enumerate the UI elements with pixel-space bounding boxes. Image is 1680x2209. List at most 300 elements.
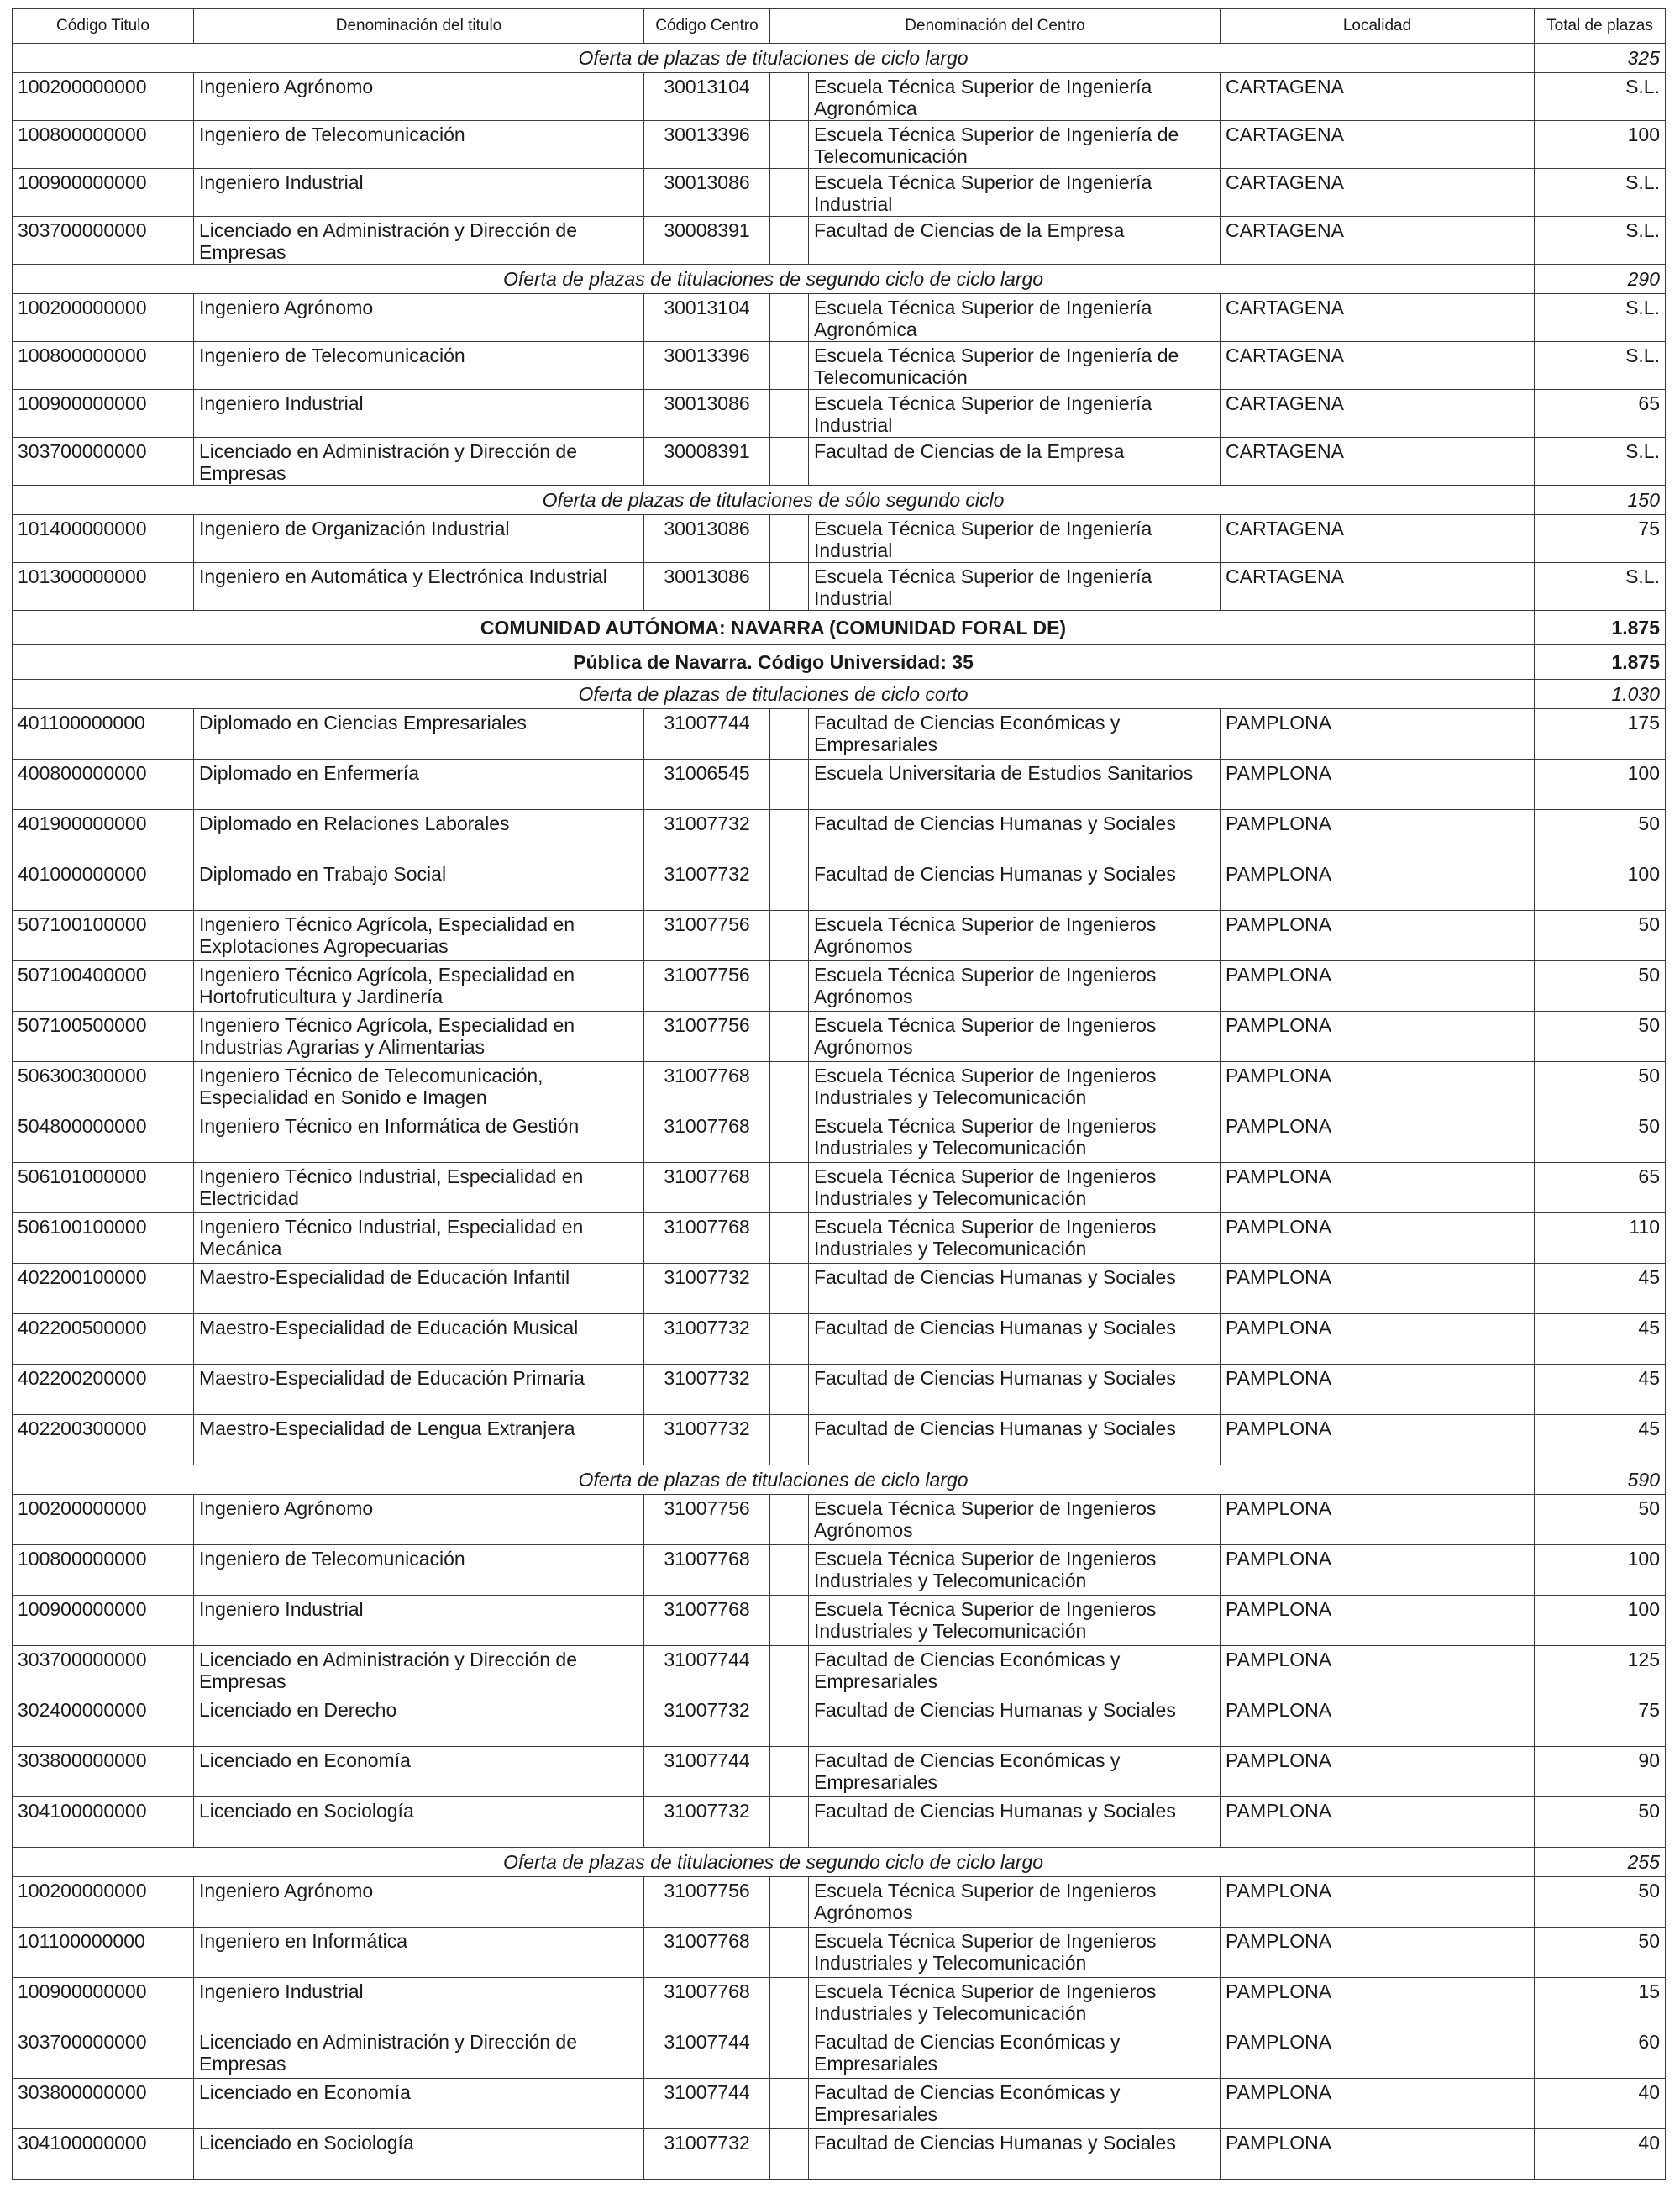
denominacion-titulo-cell: Diplomado en Enfermería: [194, 760, 644, 810]
localidad-cell: CARTAGENA: [1221, 438, 1535, 486]
group-header-row: [13, 645, 1666, 680]
codigo-titulo-cell: 303700000000: [13, 217, 194, 265]
section-label: COMUNIDAD AUTÓNOMA: NAVARRA (COMUNIDAD FORAL DE): [13, 611, 1535, 645]
empty-cell: [770, 1062, 809, 1112]
localidad-cell: CARTAGENA: [1221, 217, 1535, 265]
codigo-centro-cell: 30013104: [644, 73, 770, 121]
table-row: [13, 1314, 1666, 1365]
codigo-titulo-cell: 101100000000: [13, 1928, 194, 1978]
empty-cell: [770, 342, 809, 390]
codigo-titulo-cell: 507100100000: [13, 911, 194, 961]
col-header-denominacion-titulo: Denominación del titulo: [194, 9, 644, 44]
codigo-centro-cell: 31007768: [644, 1545, 770, 1596]
localidad-cell: PAMPLONA: [1221, 1415, 1535, 1465]
table-row: [13, 515, 1666, 563]
codigo-titulo-cell: 100900000000: [13, 390, 194, 438]
empty-cell: [770, 2028, 809, 2079]
denominacion-titulo-cell: Ingeniero Técnico Industrial, Especialidad en Electricidad: [194, 1163, 644, 1213]
total-plazas-cell: 50: [1535, 1928, 1666, 1978]
denominacion-titulo-cell: Licenciado en Economía: [194, 2079, 644, 2129]
codigo-centro-cell: 31007756: [644, 911, 770, 961]
codigo-titulo-cell: 402200300000: [13, 1415, 194, 1465]
section-total: 325: [1535, 44, 1666, 73]
codigo-titulo-cell: 402200100000: [13, 1264, 194, 1314]
empty-cell: [770, 1877, 809, 1928]
codigo-titulo-cell: 303700000000: [13, 438, 194, 486]
codigo-titulo-cell: 507100500000: [13, 1012, 194, 1062]
empty-cell: [770, 1112, 809, 1163]
table-row: [13, 2028, 1666, 2079]
denominacion-titulo-cell: Ingeniero Agrónomo: [194, 1877, 644, 1928]
localidad-cell: PAMPLONA: [1221, 1928, 1535, 1978]
section-label: Oferta de plazas de titulaciones de segundo ciclo de ciclo largo: [13, 265, 1535, 294]
table-row: [13, 1877, 1666, 1928]
denominacion-titulo-cell: Ingeniero Técnico Agrícola, Especialidad en Explotaciones Agropecuarias: [194, 911, 644, 961]
localidad-cell: PAMPLONA: [1221, 2079, 1535, 2129]
localidad-cell: CARTAGENA: [1221, 294, 1535, 342]
total-plazas-cell: 125: [1535, 1646, 1666, 1696]
denominacion-titulo-cell: Maestro-Especialidad de Educación Primaria: [194, 1365, 644, 1415]
localidad-cell: CARTAGENA: [1221, 169, 1535, 217]
table-row: [13, 1696, 1666, 1747]
empty-cell: [770, 1928, 809, 1978]
denominacion-centro-cell: Facultad de Ciencias Humanas y Sociales: [809, 2129, 1221, 2180]
total-plazas-cell: S.L.: [1535, 294, 1666, 342]
table-row: [13, 1646, 1666, 1696]
denominacion-centro-cell: Escuela Técnica Superior de Ingenieros Agrónomos: [809, 1495, 1221, 1545]
header-row: [13, 9, 1666, 44]
empty-cell: [770, 1415, 809, 1465]
table-row: [13, 342, 1666, 390]
table-row: [13, 1213, 1666, 1264]
empty-cell: [770, 1365, 809, 1415]
denominacion-centro-cell: Escuela Técnica Superior de Ingenieros Industriales y Telecomunicación: [809, 1978, 1221, 2028]
codigo-titulo-cell: 507100400000: [13, 961, 194, 1012]
denominacion-titulo-cell: Ingeniero Técnico en Informática de Gestión: [194, 1112, 644, 1163]
empty-cell: [770, 1545, 809, 1596]
codigo-titulo-cell: 504800000000: [13, 1112, 194, 1163]
table-row: [13, 1012, 1666, 1062]
codigo-centro-cell: 31007732: [644, 1696, 770, 1747]
empty-cell: [770, 860, 809, 911]
denominacion-centro-cell: Escuela Técnica Superior de Ingenieros Industriales y Telecomunicación: [809, 1062, 1221, 1112]
empty-cell: [770, 294, 809, 342]
table-row: [13, 2079, 1666, 2129]
denominacion-titulo-cell: Licenciado en Administración y Dirección de Empresas: [194, 2028, 644, 2079]
localidad-cell: PAMPLONA: [1221, 1213, 1535, 1264]
section-total: 590: [1535, 1465, 1666, 1495]
total-plazas-cell: 50: [1535, 1012, 1666, 1062]
localidad-cell: PAMPLONA: [1221, 961, 1535, 1012]
table-row: [13, 2129, 1666, 2180]
section-total: 255: [1535, 1848, 1666, 1877]
denominacion-titulo-cell: Licenciado en Administración y Dirección de Empresas: [194, 438, 644, 486]
table-row: [13, 911, 1666, 961]
total-plazas-cell: 60: [1535, 2028, 1666, 2079]
denominacion-centro-cell: Escuela Técnica Superior de Ingeniería Industrial: [809, 563, 1221, 611]
codigo-titulo-cell: 100200000000: [13, 73, 194, 121]
denominacion-titulo-cell: Diplomado en Relaciones Laborales: [194, 810, 644, 860]
total-plazas-cell: 45: [1535, 1365, 1666, 1415]
codigo-centro-cell: 31007732: [644, 810, 770, 860]
table-row: [13, 73, 1666, 121]
localidad-cell: PAMPLONA: [1221, 1696, 1535, 1747]
section-total: 1.875: [1535, 645, 1666, 680]
col-header-total-plazas: Total de plazas: [1535, 9, 1666, 44]
total-plazas-cell: 65: [1535, 390, 1666, 438]
codigo-titulo-cell: 402200200000: [13, 1365, 194, 1415]
codigo-titulo-cell: 401100000000: [13, 709, 194, 760]
total-plazas-cell: 45: [1535, 1314, 1666, 1365]
table-row: [13, 810, 1666, 860]
total-plazas-cell: 45: [1535, 1264, 1666, 1314]
total-plazas-cell: S.L.: [1535, 342, 1666, 390]
codigo-centro-cell: 31007732: [644, 2129, 770, 2180]
codigo-centro-cell: 31007756: [644, 1012, 770, 1062]
codigo-centro-cell: 31007744: [644, 1747, 770, 1797]
table-row: [13, 1495, 1666, 1545]
denominacion-centro-cell: Facultad de Ciencias Económicas y Empresariales: [809, 2079, 1221, 2129]
table-body: [13, 44, 1666, 2180]
localidad-cell: PAMPLONA: [1221, 911, 1535, 961]
denominacion-titulo-cell: Ingeniero en Automática y Electrónica Industrial: [194, 563, 644, 611]
denominacion-titulo-cell: Diplomado en Ciencias Empresariales: [194, 709, 644, 760]
codigo-centro-cell: 31007732: [644, 1415, 770, 1465]
denominacion-titulo-cell: Licenciado en Administración y Dirección de Empresas: [194, 217, 644, 265]
codigo-centro-cell: 31007768: [644, 1163, 770, 1213]
codigo-centro-cell: 31007732: [644, 1797, 770, 1848]
denominacion-centro-cell: Escuela Técnica Superior de Ingeniería Industrial: [809, 169, 1221, 217]
section-header-row: [13, 44, 1666, 73]
denominacion-centro-cell: Escuela Técnica Superior de Ingeniería Agronómica: [809, 294, 1221, 342]
localidad-cell: PAMPLONA: [1221, 1365, 1535, 1415]
section-header-row: [13, 680, 1666, 709]
denominacion-titulo-cell: Ingeniero Técnico de Telecomunicación, Especialidad en Sonido e Imagen: [194, 1062, 644, 1112]
empty-cell: [770, 1978, 809, 2028]
total-plazas-cell: 15: [1535, 1978, 1666, 2028]
table-row: [13, 217, 1666, 265]
empty-cell: [770, 1495, 809, 1545]
denominacion-centro-cell: Facultad de Ciencias Económicas y Empresariales: [809, 1747, 1221, 1797]
codigo-centro-cell: 30008391: [644, 217, 770, 265]
codigo-titulo-cell: 402200500000: [13, 1314, 194, 1365]
codigo-centro-cell: 31007744: [644, 2079, 770, 2129]
denominacion-centro-cell: Escuela Técnica Superior de Ingenieros Agrónomos: [809, 961, 1221, 1012]
localidad-cell: PAMPLONA: [1221, 1596, 1535, 1646]
denominacion-titulo-cell: Ingeniero Industrial: [194, 1596, 644, 1646]
codigo-titulo-cell: 401900000000: [13, 810, 194, 860]
codigo-centro-cell: 31007732: [644, 1365, 770, 1415]
codigo-titulo-cell: 304100000000: [13, 2129, 194, 2180]
total-plazas-cell: 100: [1535, 760, 1666, 810]
empty-cell: [770, 1012, 809, 1062]
localidad-cell: PAMPLONA: [1221, 2129, 1535, 2180]
codigo-centro-cell: 31007768: [644, 1928, 770, 1978]
denominacion-titulo-cell: Licenciado en Derecho: [194, 1696, 644, 1747]
localidad-cell: CARTAGENA: [1221, 73, 1535, 121]
codigo-centro-cell: 31007756: [644, 1495, 770, 1545]
total-plazas-cell: 50: [1535, 1797, 1666, 1848]
localidad-cell: CARTAGENA: [1221, 390, 1535, 438]
codigo-titulo-cell: 400800000000: [13, 760, 194, 810]
denominacion-centro-cell: Facultad de Ciencias Económicas y Empresariales: [809, 2028, 1221, 2079]
denominacion-centro-cell: Facultad de Ciencias Humanas y Sociales: [809, 1264, 1221, 1314]
denominacion-centro-cell: Facultad de Ciencias Económicas y Empresariales: [809, 1646, 1221, 1696]
total-plazas-cell: 75: [1535, 515, 1666, 563]
codigo-titulo-cell: 303700000000: [13, 2028, 194, 2079]
codigo-titulo-cell: 100800000000: [13, 342, 194, 390]
denominacion-titulo-cell: Diplomado en Trabajo Social: [194, 860, 644, 911]
section-label: Oferta de plazas de titulaciones de ciclo largo: [13, 1465, 1535, 1495]
denominacion-titulo-cell: Ingeniero Industrial: [194, 390, 644, 438]
total-plazas-cell: 50: [1535, 1877, 1666, 1928]
section-total: 1.030: [1535, 680, 1666, 709]
codigo-titulo-cell: 401000000000: [13, 860, 194, 911]
codigo-centro-cell: 31007744: [644, 709, 770, 760]
empty-cell: [770, 169, 809, 217]
denominacion-centro-cell: Escuela Técnica Superior de Ingenieros Industriales y Telecomunicación: [809, 1928, 1221, 1978]
localidad-cell: PAMPLONA: [1221, 1646, 1535, 1696]
codigo-titulo-cell: 100200000000: [13, 1495, 194, 1545]
total-plazas-cell: 100: [1535, 121, 1666, 169]
codigo-titulo-cell: 101300000000: [13, 563, 194, 611]
table-row: [13, 121, 1666, 169]
denominacion-centro-cell: Escuela Técnica Superior de Ingenieros Industriales y Telecomunicación: [809, 1163, 1221, 1213]
denominacion-titulo-cell: Licenciado en Economía: [194, 1747, 644, 1797]
codigo-titulo-cell: 506101000000: [13, 1163, 194, 1213]
empty-cell: [770, 1747, 809, 1797]
denominacion-centro-cell: Facultad de Ciencias Económicas y Empresariales: [809, 709, 1221, 760]
table-row: [13, 1545, 1666, 1596]
localidad-cell: PAMPLONA: [1221, 760, 1535, 810]
localidad-cell: CARTAGENA: [1221, 121, 1535, 169]
denominacion-titulo-cell: Ingeniero en Informática: [194, 1928, 644, 1978]
denominacion-centro-cell: Escuela Técnica Superior de Ingenieros Agrónomos: [809, 1877, 1221, 1928]
empty-cell: [770, 1264, 809, 1314]
empty-cell: [770, 121, 809, 169]
codigo-titulo-cell: 506300300000: [13, 1062, 194, 1112]
localidad-cell: CARTAGENA: [1221, 515, 1535, 563]
table-row: [13, 961, 1666, 1012]
table-row: [13, 1163, 1666, 1213]
codigo-titulo-cell: 303800000000: [13, 2079, 194, 2129]
codigo-centro-cell: 30013086: [644, 169, 770, 217]
denominacion-centro-cell: Facultad de Ciencias de la Empresa: [809, 217, 1221, 265]
codigo-centro-cell: 30013086: [644, 515, 770, 563]
localidad-cell: CARTAGENA: [1221, 342, 1535, 390]
section-label: Oferta de plazas de titulaciones de ciclo largo: [13, 44, 1535, 73]
localidad-cell: PAMPLONA: [1221, 1012, 1535, 1062]
table-row: [13, 1978, 1666, 2028]
empty-cell: [770, 1314, 809, 1365]
codigo-centro-cell: 30013104: [644, 294, 770, 342]
codigo-titulo-cell: 100800000000: [13, 121, 194, 169]
localidad-cell: PAMPLONA: [1221, 709, 1535, 760]
section-header-row: [13, 486, 1666, 515]
empty-cell: [770, 390, 809, 438]
total-plazas-cell: S.L.: [1535, 73, 1666, 121]
denominacion-centro-cell: Facultad de Ciencias Humanas y Sociales: [809, 1415, 1221, 1465]
table-row: [13, 1062, 1666, 1112]
table-row: [13, 390, 1666, 438]
table-row: [13, 1596, 1666, 1646]
empty-cell: [770, 961, 809, 1012]
codigo-centro-cell: 31007768: [644, 1112, 770, 1163]
codigo-titulo-cell: 100900000000: [13, 1978, 194, 2028]
codigo-titulo-cell: 506100100000: [13, 1213, 194, 1264]
denominacion-titulo-cell: Maestro-Especialidad de Educación Infantil: [194, 1264, 644, 1314]
total-plazas-cell: 100: [1535, 860, 1666, 911]
table-row: [13, 1264, 1666, 1314]
denominacion-titulo-cell: Maestro-Especialidad de Educación Musical: [194, 1314, 644, 1365]
denominacion-centro-cell: Escuela Técnica Superior de Ingenieros Agrónomos: [809, 1012, 1221, 1062]
codigo-titulo-cell: 303800000000: [13, 1747, 194, 1797]
document-page: [12, 8, 1665, 2180]
codigo-centro-cell: 31007732: [644, 1314, 770, 1365]
total-plazas-cell: 75: [1535, 1696, 1666, 1747]
denominacion-centro-cell: Facultad de Ciencias Humanas y Sociales: [809, 860, 1221, 911]
denominacion-centro-cell: Escuela Técnica Superior de Ingeniería Agronómica: [809, 73, 1221, 121]
codigo-titulo-cell: 100900000000: [13, 169, 194, 217]
localidad-cell: PAMPLONA: [1221, 1163, 1535, 1213]
denominacion-centro-cell: Escuela Técnica Superior de Ingeniería de Telecomunicación: [809, 121, 1221, 169]
codigo-titulo-cell: 302400000000: [13, 1696, 194, 1747]
col-header-denominacion-centro: Denominación del Centro: [770, 9, 1221, 44]
empty-cell: [770, 73, 809, 121]
table-row: [13, 1415, 1666, 1465]
codigo-titulo-cell: 304100000000: [13, 1797, 194, 1848]
denominacion-centro-cell: Facultad de Ciencias Humanas y Sociales: [809, 1314, 1221, 1365]
total-plazas-cell: S.L.: [1535, 563, 1666, 611]
section-label: Oferta de plazas de titulaciones de ciclo corto: [13, 680, 1535, 709]
denominacion-centro-cell: Escuela Técnica Superior de Ingenieros Industriales y Telecomunicación: [809, 1596, 1221, 1646]
denominacion-centro-cell: Escuela Técnica Superior de Ingenieros Agrónomos: [809, 911, 1221, 961]
codigo-centro-cell: 31007756: [644, 1877, 770, 1928]
localidad-cell: PAMPLONA: [1221, 1545, 1535, 1596]
section-total: 290: [1535, 265, 1666, 294]
empty-cell: [770, 1163, 809, 1213]
denominacion-titulo-cell: Ingeniero Agrónomo: [194, 73, 644, 121]
denominacion-centro-cell: Escuela Técnica Superior de Ingeniería de Telecomunicación: [809, 342, 1221, 390]
section-total: 1.875: [1535, 611, 1666, 645]
localidad-cell: PAMPLONA: [1221, 1747, 1535, 1797]
total-plazas-cell: 50: [1535, 810, 1666, 860]
plazas-table: [12, 8, 1666, 2180]
table-row: [13, 1797, 1666, 1848]
codigo-centro-cell: 31007756: [644, 961, 770, 1012]
empty-cell: [770, 709, 809, 760]
section-label: Pública de Navarra. Código Universidad: 35: [13, 645, 1535, 680]
total-plazas-cell: 45: [1535, 1415, 1666, 1465]
codigo-centro-cell: 30008391: [644, 438, 770, 486]
total-plazas-cell: 65: [1535, 1163, 1666, 1213]
empty-cell: [770, 1213, 809, 1264]
table-row: [13, 294, 1666, 342]
denominacion-centro-cell: Facultad de Ciencias de la Empresa: [809, 438, 1221, 486]
denominacion-titulo-cell: Ingeniero de Telecomunicación: [194, 121, 644, 169]
table-row: [13, 169, 1666, 217]
section-label: Oferta de plazas de titulaciones de sólo segundo ciclo: [13, 486, 1535, 515]
denominacion-titulo-cell: Ingeniero de Organización Industrial: [194, 515, 644, 563]
denominacion-titulo-cell: Licenciado en Sociología: [194, 2129, 644, 2180]
col-header-codigo-titulo: Código Titulo: [13, 9, 194, 44]
denominacion-titulo-cell: Licenciado en Sociología: [194, 1797, 644, 1848]
col-header-codigo-centro: Código Centro: [644, 9, 770, 44]
total-plazas-cell: S.L.: [1535, 217, 1666, 265]
denominacion-titulo-cell: Ingeniero de Telecomunicación: [194, 1545, 644, 1596]
denominacion-titulo-cell: Maestro-Especialidad de Lengua Extranjera: [194, 1415, 644, 1465]
localidad-cell: PAMPLONA: [1221, 1797, 1535, 1848]
table-row: [13, 1928, 1666, 1978]
denominacion-titulo-cell: Ingeniero Industrial: [194, 1978, 644, 2028]
localidad-cell: PAMPLONA: [1221, 1314, 1535, 1365]
denominacion-titulo-cell: Ingeniero Técnico Agrícola, Especialidad en Industrias Agrarias y Alimentarias: [194, 1012, 644, 1062]
empty-cell: [770, 2129, 809, 2180]
empty-cell: [770, 563, 809, 611]
section-label: Oferta de plazas de titulaciones de segundo ciclo de ciclo largo: [13, 1848, 1535, 1877]
section-header-row: [13, 265, 1666, 294]
table-row: [13, 709, 1666, 760]
denominacion-titulo-cell: Ingeniero Técnico Industrial, Especialidad en Mecánica: [194, 1213, 644, 1264]
total-plazas-cell: 100: [1535, 1545, 1666, 1596]
denominacion-centro-cell: Facultad de Ciencias Humanas y Sociales: [809, 1365, 1221, 1415]
empty-cell: [770, 1696, 809, 1747]
codigo-centro-cell: 31007732: [644, 860, 770, 911]
localidad-cell: PAMPLONA: [1221, 810, 1535, 860]
table-row: [13, 438, 1666, 486]
total-plazas-cell: 90: [1535, 1747, 1666, 1797]
codigo-titulo-cell: 303700000000: [13, 1646, 194, 1696]
table-row: [13, 563, 1666, 611]
codigo-centro-cell: 31007732: [644, 1264, 770, 1314]
total-plazas-cell: 40: [1535, 2129, 1666, 2180]
codigo-centro-cell: 31006545: [644, 760, 770, 810]
table-row: [13, 860, 1666, 911]
codigo-centro-cell: 30013396: [644, 342, 770, 390]
empty-cell: [770, 810, 809, 860]
empty-cell: [770, 1646, 809, 1696]
codigo-titulo-cell: 101400000000: [13, 515, 194, 563]
codigo-titulo-cell: 100900000000: [13, 1596, 194, 1646]
localidad-cell: PAMPLONA: [1221, 1877, 1535, 1928]
denominacion-centro-cell: Facultad de Ciencias Humanas y Sociales: [809, 810, 1221, 860]
total-plazas-cell: 50: [1535, 1495, 1666, 1545]
empty-cell: [770, 760, 809, 810]
empty-cell: [770, 1596, 809, 1646]
denominacion-centro-cell: Facultad de Ciencias Humanas y Sociales: [809, 1696, 1221, 1747]
empty-cell: [770, 515, 809, 563]
denominacion-titulo-cell: Ingeniero Agrónomo: [194, 1495, 644, 1545]
localidad-cell: PAMPLONA: [1221, 860, 1535, 911]
total-plazas-cell: 100: [1535, 1596, 1666, 1646]
codigo-centro-cell: 31007744: [644, 2028, 770, 2079]
denominacion-centro-cell: Escuela Técnica Superior de Ingeniería Industrial: [809, 515, 1221, 563]
denominacion-centro-cell: Escuela Técnica Superior de Ingenieros Industriales y Telecomunicación: [809, 1112, 1221, 1163]
total-plazas-cell: 40: [1535, 2079, 1666, 2129]
empty-cell: [770, 911, 809, 961]
total-plazas-cell: 50: [1535, 961, 1666, 1012]
empty-cell: [770, 438, 809, 486]
codigo-centro-cell: 31007768: [644, 1596, 770, 1646]
denominacion-centro-cell: Escuela Técnica Superior de Ingenieros Industriales y Telecomunicación: [809, 1213, 1221, 1264]
total-plazas-cell: S.L.: [1535, 438, 1666, 486]
col-header-localidad: Localidad: [1221, 9, 1535, 44]
codigo-titulo-cell: 100200000000: [13, 1877, 194, 1928]
total-plazas-cell: S.L.: [1535, 169, 1666, 217]
localidad-cell: PAMPLONA: [1221, 1264, 1535, 1314]
total-plazas-cell: 50: [1535, 1112, 1666, 1163]
table-row: [13, 1112, 1666, 1163]
